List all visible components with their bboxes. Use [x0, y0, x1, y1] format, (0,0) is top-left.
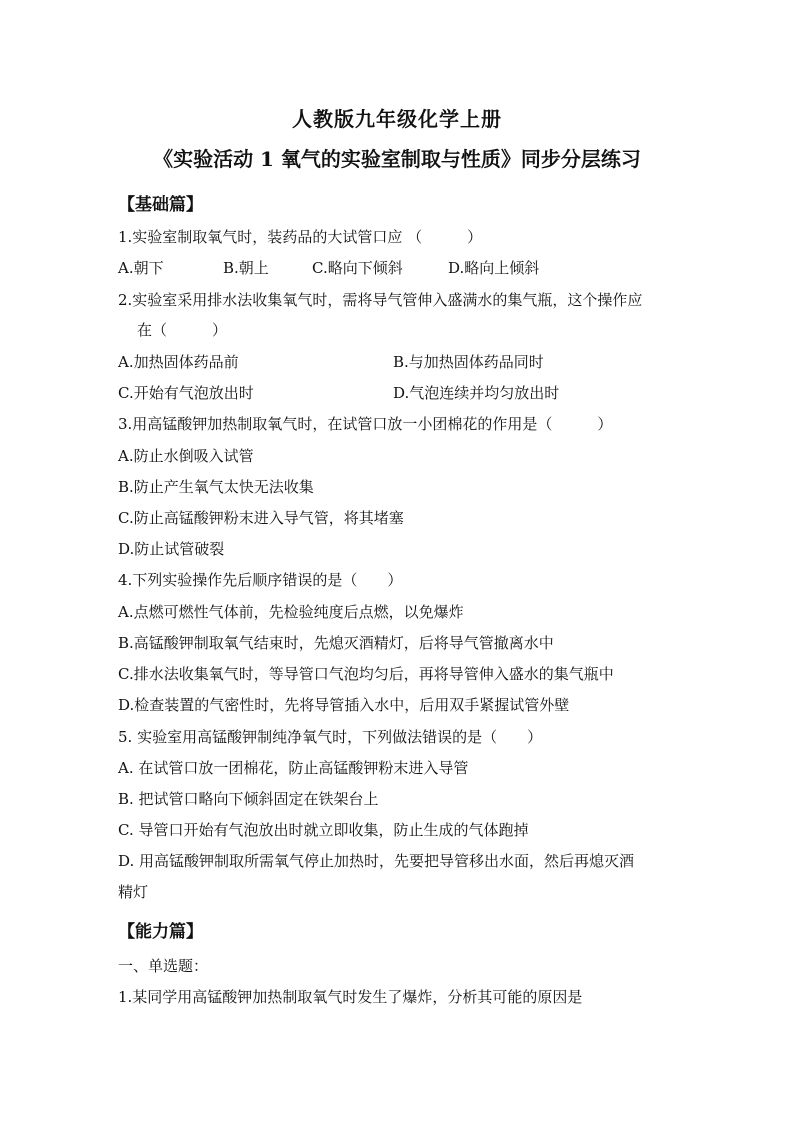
section-heading-basic: 【基础篇】: [118, 195, 203, 215]
question-2-option-b: B.与加热固体药品同时: [393, 353, 544, 371]
question-2-option-a: A.加热固体药品前: [118, 353, 239, 371]
question-4-option-c: C.排水法收集氧气时，等导管口气泡均匀后，再将导管伸入盛水的集气瓶中: [118, 665, 614, 683]
question-1-option-d: D.略向上倾斜: [448, 259, 540, 277]
ability-subheading: 一、单选题：: [118, 957, 209, 975]
question-1-stem: 1.实验室制取氧气时，装药品的大试管口应 （ ）: [118, 228, 483, 246]
question-2-option-d: D.气泡连续并均匀放出时: [393, 384, 560, 402]
question-4-stem: 4.下列实验操作先后顺序错误的是（ ）: [118, 571, 403, 589]
question-3-option-d: D.防止试管破裂: [118, 540, 225, 558]
question-4-option-d: D.检查装置的气密性时，先将导管插入水中，后用双手紧握试管外壁: [118, 696, 570, 714]
question-3-option-a: A.防止水倒吸入试管: [118, 447, 254, 465]
document-subtitle: 《实验活动 1 氧气的实验室制取与性质》同步分层练习: [153, 147, 641, 171]
question-3-stem: 3.用高锰酸钾加热制取氧气时，在试管口放一小团棉花的作用是（ ）: [118, 415, 613, 433]
question-2-stem: 2.实验室采用排水法收集氧气时，需将导气管伸入盛满水的集气瓶，这个操作应: [118, 291, 643, 309]
question-1-option-b: B.朝上: [223, 259, 269, 277]
question-1-option-a: A.朝下: [118, 259, 164, 277]
question-4-option-b: B.高锰酸钾制取氧气结束时，先熄灭酒精灯，后将导气管撤离水中: [118, 634, 554, 652]
question-5-option-d: D. 用高锰酸钾制取所需氧气停止加热时，先要把导管移出水面，然后再熄灭酒: [118, 852, 635, 870]
question-2-option-c: C.开始有气泡放出时: [118, 384, 254, 402]
question-5-option-b: B. 把试管口略向下倾斜固定在铁架台上: [118, 790, 379, 808]
question-5-option-c: C. 导管口开始有气泡放出时就立即收集，防止生成的气体跑掉: [118, 821, 529, 839]
question-2-stem-continued: 在（ ）: [137, 321, 228, 339]
question-5-option-a: A. 在试管口放一团棉花，防止高锰酸钾粉末进入导管: [118, 759, 469, 777]
document-title: 人教版九年级化学上册: [292, 107, 502, 131]
question-5-option-d-continued: 精灯: [118, 883, 149, 901]
question-5-stem: 5. 实验室用高锰酸钾制纯净氧气时，下列做法错误的是（ ）: [118, 728, 543, 746]
section-heading-ability: 【能力篇】: [118, 922, 203, 942]
question-1-option-c: C.略向下倾斜: [312, 259, 403, 277]
question-4-option-a: A.点燃可燃性气体前，先检验纯度后点燃，以免爆炸: [118, 603, 464, 621]
question-3-option-b: B.防止产生氧气太快无法收集: [118, 478, 314, 496]
ability-question-1-stem: 1.某同学用高锰酸钾加热制取氧气时发生了爆炸，分析其可能的原因是: [118, 988, 583, 1006]
question-3-option-c: C.防止高锰酸钾粉末进入导气管，将其堵塞: [118, 509, 404, 527]
